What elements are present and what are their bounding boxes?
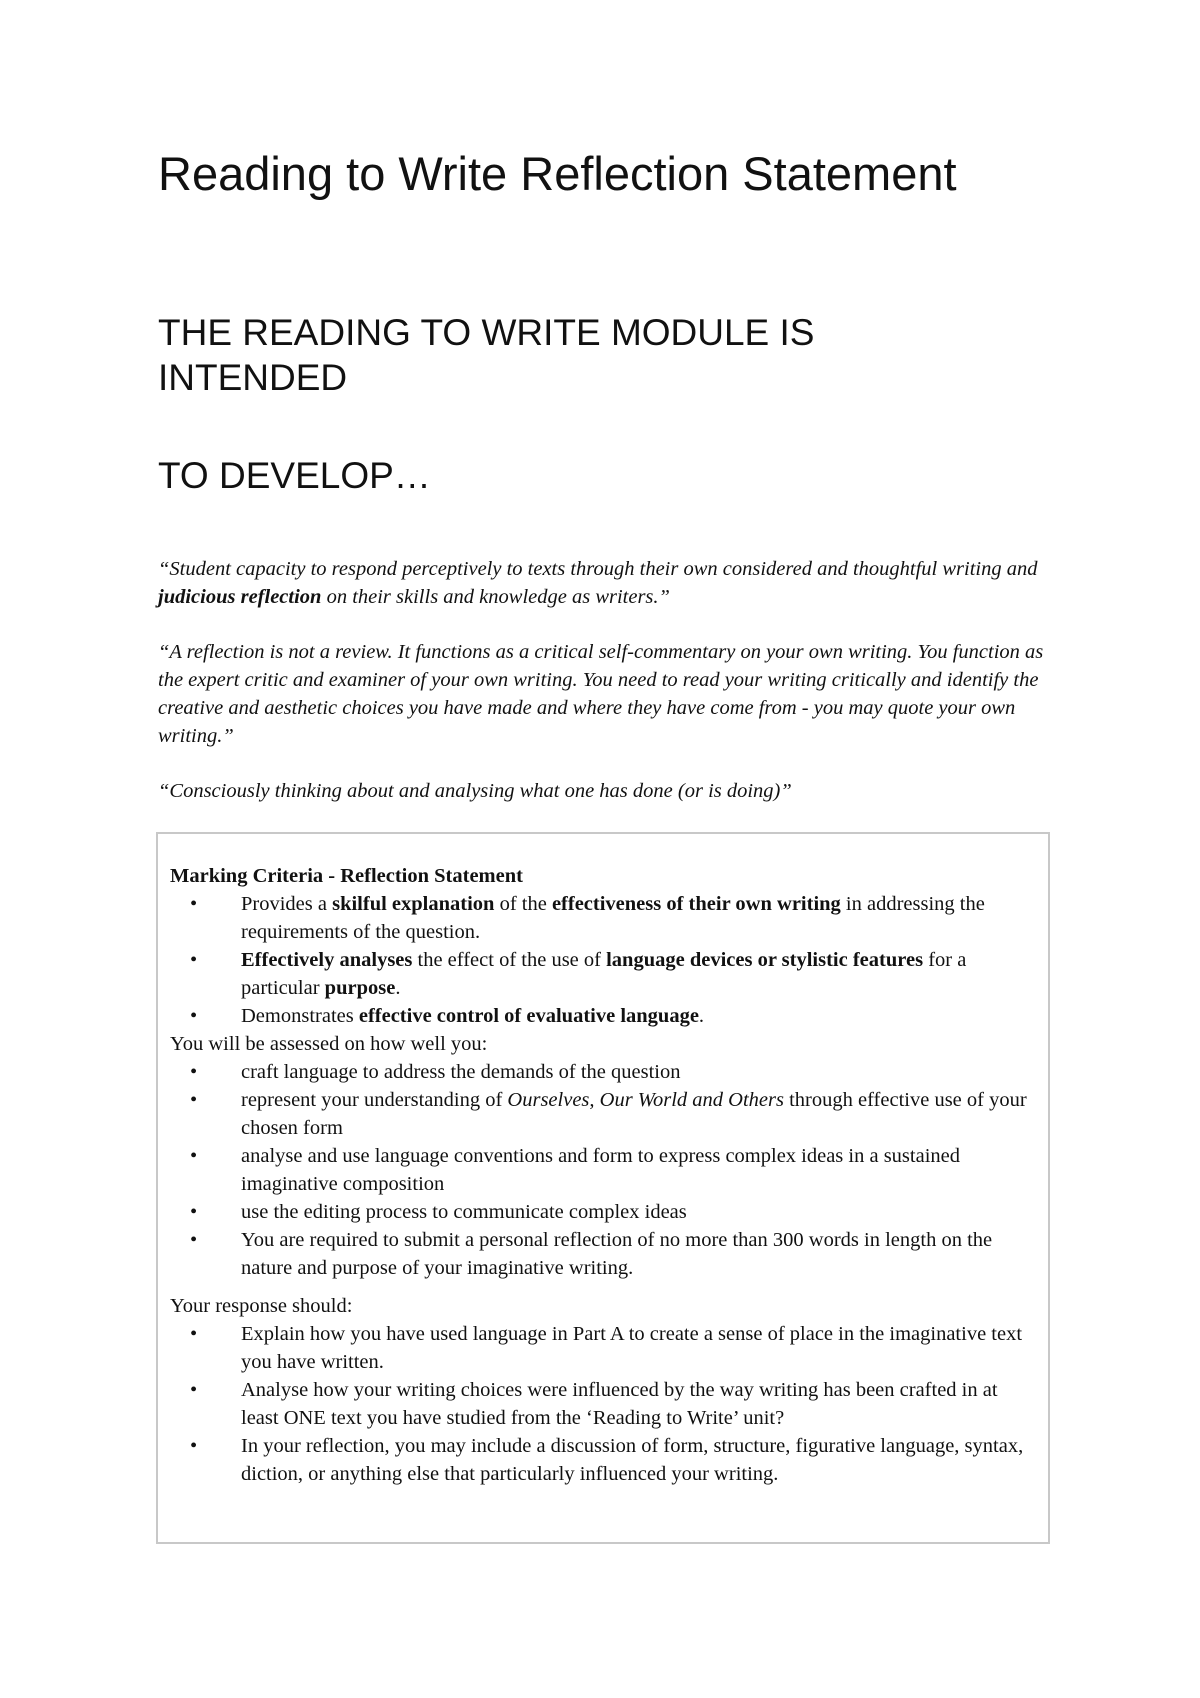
criteria-emphasis: purpose: [324, 977, 396, 999]
quote-capacity: [158, 555, 1058, 611]
criteria-item: [170, 946, 1030, 1002]
page-title: Reading to Write Reflection Statement: [158, 147, 957, 200]
criteria-text: the effect of the use of: [412, 949, 607, 971]
criteria-emphasis: effectiveness of their own writing: [551, 893, 841, 915]
criteria-text: Provides a: [241, 893, 333, 915]
criteria-text: .: [395, 977, 401, 999]
response-item: • In your reflection, you may include a discussion of form, structure, figurative language, syntax, diction, or anything else that particularly influenced your writing.: [170, 1432, 1030, 1488]
assessment-list: [170, 1058, 1030, 1282]
quote-emphasis: judicious reflection: [158, 586, 322, 608]
criteria-item: [170, 890, 1030, 946]
criteria-list: [170, 890, 1030, 1030]
criteria-emphasis: skilful explanation: [332, 893, 495, 915]
assessment-item: • analyse and use language conventions and form to express complex ideas in a sustained imaginative composition: [170, 1142, 1030, 1198]
assessment-item: • use the editing process to communicate complex ideas: [170, 1198, 1030, 1226]
quote-text: “Student capacity to respond perceptively to texts through their own considered and thoughtful writing and: [158, 558, 1038, 580]
assessment-item: • You are required to submit a personal reflection of no more than 300 words in length on the nature and purpose of your imaginative writing.: [170, 1226, 1030, 1282]
assessment-intro: You will be assessed on how well you:: [170, 1033, 488, 1055]
marking-criteria-box: [156, 832, 1050, 1544]
assessment-text: through effective use of your chosen form: [241, 1089, 1027, 1139]
criteria-text: in addressing the requirements of the question.: [241, 893, 985, 943]
develop-heading: TO DEVELOP…: [158, 455, 431, 496]
assessment-text: represent your understanding of: [241, 1089, 508, 1111]
criteria-emphasis: Effectively analyses: [241, 949, 413, 971]
criteria-title: Marking Criteria - Reflection Statement: [170, 865, 523, 887]
response-item: • Explain how you have used language in Part A to create a sense of place in the imaginative text you have written.: [170, 1320, 1030, 1376]
assessment-emphasis: Ourselves, Our World and Others: [507, 1089, 784, 1111]
criteria-emphasis: language devices or stylistic features: [606, 949, 924, 971]
module-heading: THE READING TO WRITE MODULE IS INTENDED: [158, 312, 815, 398]
criteria-text: for a particular: [241, 949, 967, 999]
response-item: • Analyse how your writing choices were influenced by the way writing has been crafted in at least ONE text you have studied from the ‘Reading to Write’ unit?: [170, 1376, 1030, 1432]
quote-reflection-definition: “A reflection is not a review. It functions as a critical self-commentary on your own writing. You function as the expert critic and examiner of your own writing. You need to read your writing critically and identify the creative and aesthetic choices you have made and where they have come from - you may quote your own writing.”: [158, 641, 1044, 747]
quotes-section: [158, 555, 1058, 832]
criteria-emphasis: effective control of evaluative language: [358, 1005, 699, 1027]
criteria-text: .: [698, 1005, 705, 1027]
criteria-item: [170, 1002, 1030, 1030]
criteria-text: of the: [494, 893, 552, 915]
response-list: [170, 1320, 1030, 1488]
response-intro: Your response should:: [170, 1295, 353, 1317]
assessment-item: [170, 1086, 1030, 1142]
quote-text: on their skills and knowledge as writers.”: [321, 586, 670, 608]
quote-consciously-thinking: “Consciously thinking about and analysing what one has done (or is doing)”: [158, 780, 792, 802]
criteria-text: Demonstrates: [241, 1005, 359, 1027]
assessment-item: • craft language to address the demands of the question: [170, 1058, 1030, 1086]
